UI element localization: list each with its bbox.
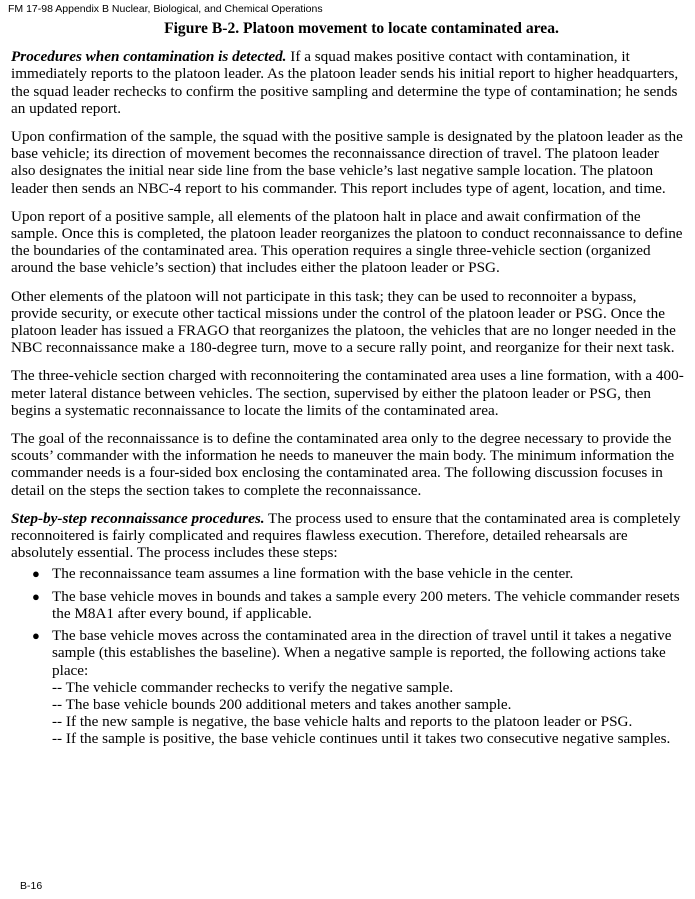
running-header: FM 17-98 Appendix B Nuclear, Biological, and Chemical Operations [8, 3, 323, 15]
steps-list [11, 565, 684, 747]
page-content [11, 20, 684, 753]
paragraph-three-vehicle-section: The three-vehicle section charged with reconnoitering the contaminated area uses a line formation, with a 400-meter lateral distance between vehicles. The section, supervised by either the platoon leader or PSG, then begins a systematic reconnaissance to locate the limits of the contaminated area. [11, 367, 684, 419]
list-item [11, 565, 684, 582]
paragraph-text: The process used to ensure that the contaminated area is completely reconnoitered is fairly complicated and requires flawless execution. Therefore, detailed rehearsals are absolutely essential. The process includes these steps: [11, 509, 681, 562]
paragraph-positive-sample: Upon report of a positive sample, all elements of the platoon halt in place and await confirmation of the sample. Once this is completed, the platoon leader reorganizes the platoon to conduct reconnaissance to define the boundaries of the contaminated area. This operation requires a single three-vehicle section (organized around the base vehicle’s section) that includes either the platoon leader or PSG. [11, 207, 683, 277]
sub-step: -- The vehicle commander rechecks to verify the negative sample. [52, 678, 454, 696]
step-text: The base vehicle moves in bounds and takes a sample every 200 meters. The vehicle commander resets the M8A1 after every bound, if applicable. [52, 587, 680, 622]
page-number: B-16 [20, 880, 43, 892]
paragraph-lead: Step-by-step reconnaissance procedures. [11, 509, 265, 527]
paragraph-step-by-step [11, 510, 684, 562]
step-text: The base vehicle moves across the contaminated area in the direction of travel until it takes a negative sample (this establishes the baseline). When a negative sample is reported, the following actions take place: [52, 627, 672, 679]
paragraph-text: If a squad makes positive contact with contamination, it immediately reports to the platoon leader. As the platoon leader sends his initial report to higher headquarters, the squad leader rechecks to confirm the positive sampling and determine the type of contamination; he sends an updated report. [11, 48, 679, 117]
sub-step: -- The base vehicle bounds 200 additional meters and takes another sample. [52, 695, 512, 713]
paragraph-other-elements: Other elements of the platoon will not participate in this task; they can be used to reconnoiter a bypass, provide security, or execute other tactical missions under the control of the platoon leader or PSG. Once the platoon leader has issued a FRAGO that reorganizes the platoon, the vehicles that are no longer needed in the NBC reconnaissance make a 180-degree turn, move to a secure rally point, and reorganize for their next task. [11, 287, 676, 357]
bullet-icon: ● [32, 628, 40, 644]
list-item [11, 588, 684, 622]
figure-title: Figure B-2. Platoon movement to locate contaminated area. [164, 20, 559, 37]
paragraph-contamination-detected [11, 48, 684, 117]
paragraph-goal: The goal of the reconnaissance is to define the contaminated area only to the degree necessary to provide the scouts’ commander with the information he needs to maneuver the main body. The minimum information the commander needs is a four-sided box enclosing the contaminated area. The following discussion focuses in detail on the steps the section takes to complete the reconnaissance. [11, 430, 675, 499]
sub-step: -- If the new sample is negative, the base vehicle halts and reports to the platoon leader or PSG. [52, 713, 633, 731]
paragraph-lead: Procedures when contamination is detected. [11, 48, 287, 66]
sub-step: -- If the sample is positive, the base vehicle continues until it takes two consecutive negative samples. [52, 730, 671, 748]
paragraph-confirmation: Upon confirmation of the sample, the squad with the positive sample is designated by the platoon leader as the base vehicle; its direction of movement becomes the reconnaissance direction of travel. The platoon leader also designates the initial near side line from the base vehicle’s last negative sample location. The platoon leader then sends an NBC-4 report to his commander. This report includes type of agent, location, and time. [11, 128, 683, 197]
list-item [11, 627, 684, 747]
bullet-icon: ● [32, 566, 40, 582]
bullet-icon: ● [32, 588, 40, 604]
step-text: The reconnaissance team assumes a line formation with the base vehicle in the center. [52, 565, 574, 583]
